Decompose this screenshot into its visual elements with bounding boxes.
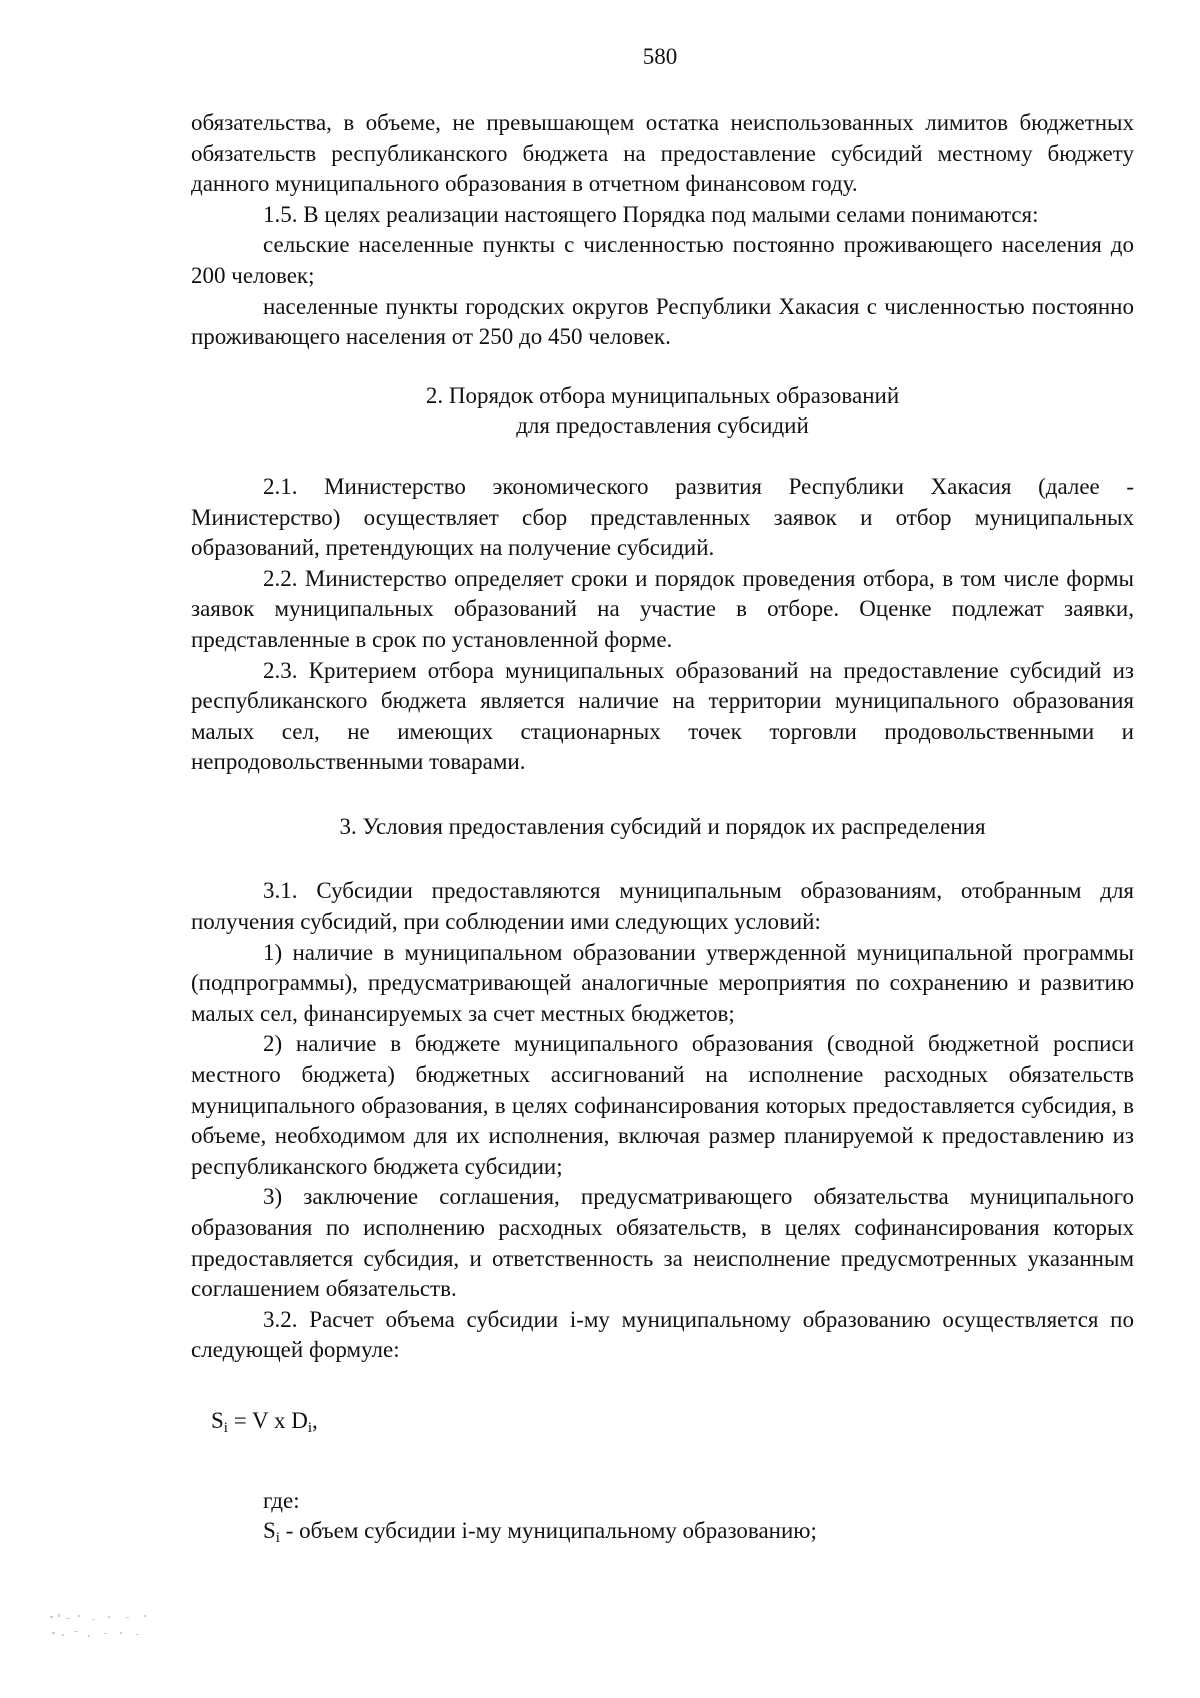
paragraph-3-2: 3.2. Расчет объема субсидии i-му муниципальному образованию осуществляется по следующей формуле: bbox=[191, 1306, 1134, 1363]
formula-middle: = V x D bbox=[227, 1407, 308, 1433]
condition-1: 1) наличие в муниципальном образовании утвержденной муниципальной программы (подпрограммы), предусматривающей аналогичные мероприятия по сохранению и развитию малых сел, финансируемых за счет местных бюджетов; bbox=[191, 939, 1134, 1026]
scan-margin-noise bbox=[48, 1610, 208, 1650]
document-body bbox=[191, 108, 1134, 1554]
paragraph-urban-settlements: населенные пункты городских округов Республики Хакасия с численностью постоянно проживающего населения от 250 до 450 человек. bbox=[191, 293, 1134, 350]
definition-si bbox=[191, 1516, 1134, 1554]
formula-s: S bbox=[211, 1407, 224, 1433]
condition-2: 2) наличие в бюджете муниципального образования (сводной бюджетной росписи местного бюджета) бюджетных ассигнований на исполнение расходных обязательств муниципального образования, в целях софинансирования которых предоставляется субсидия, в объеме, необходимом для их исполнения, включая размер планируемой к предоставлению из республиканского бюджета субсидии; bbox=[191, 1031, 1134, 1179]
section-2-heading bbox=[191, 381, 1134, 442]
section-2-heading-line-2: для предоставления субсидий bbox=[516, 413, 809, 439]
definition-symbol-subscript: i bbox=[275, 1530, 280, 1547]
page-number: 580 bbox=[642, 44, 678, 69]
paragraph-1-5: 1.5. В целях реализации настоящего Порядка под малыми селами понимаются: bbox=[263, 201, 1039, 227]
paragraph-3-1: 3.1. Субсидии предоставляются муниципальным образованиям, отобранным для получения субсидий, при соблюдении ими следующих условий: bbox=[191, 878, 1134, 935]
paragraph-2-3: 2.3. Критерием отбора муниципальных образований на предоставление субсидий из республиканского бюджета является наличие на территории муниципального образования малых сел, не имеющих стационарных точек торговли продовольственными и непродовольственными товарами. bbox=[191, 657, 1134, 775]
formula-d-subscript: i bbox=[307, 1419, 313, 1436]
definition-symbol: S bbox=[263, 1518, 276, 1544]
formula-s-subscript: i bbox=[223, 1419, 228, 1436]
paragraph-2-1: 2.1. Министерство экономического развития Республики Хакасия (далее - Министерство) осуществляет сбор представленных заявок и отбор муниципальных образований, претендующих на получение субсидий. bbox=[191, 473, 1134, 561]
paragraph-continuation: обязательства, в объеме, не превышающем остатка неиспользованных лимитов бюджетных обязательств республиканского бюджета на предоставление субсидий местному бюджету данного муниципального образования в отчетном финансовом году. bbox=[191, 110, 1134, 197]
paragraph-rural-settlements: сельские населенные пункты с численностью постоянно проживающего населения до 200 человек; bbox=[191, 232, 1134, 288]
section-2-heading-line-1: 2. Порядок отбора муниципальных образований bbox=[425, 382, 900, 408]
subsidy-formula bbox=[191, 1406, 1134, 1444]
paragraph-2-2: 2.2. Министерство определяет сроки и порядок проведения отбора, в том числе формы заявок муниципальных образований на участие в отборе. Оценке подлежат заявки, представленные в срок по установленной форме. bbox=[191, 565, 1134, 652]
where-label: где: bbox=[263, 1487, 300, 1513]
condition-3: 3) заключение соглашения, предусматривающего обязательства муниципального образования по исполнению расходных обязательств, в целях софинансирования которых предоставляется субсидия, и ответственность за неисполнение предусмотренных указанным соглашением обязательств. bbox=[191, 1184, 1134, 1302]
definition-text: - объем субсидии i-му муниципальному образованию; bbox=[279, 1518, 817, 1544]
formula-tail: , bbox=[312, 1407, 318, 1433]
section-3-heading: 3. Условия предоставления субсидий и порядок их распределения bbox=[339, 813, 986, 839]
